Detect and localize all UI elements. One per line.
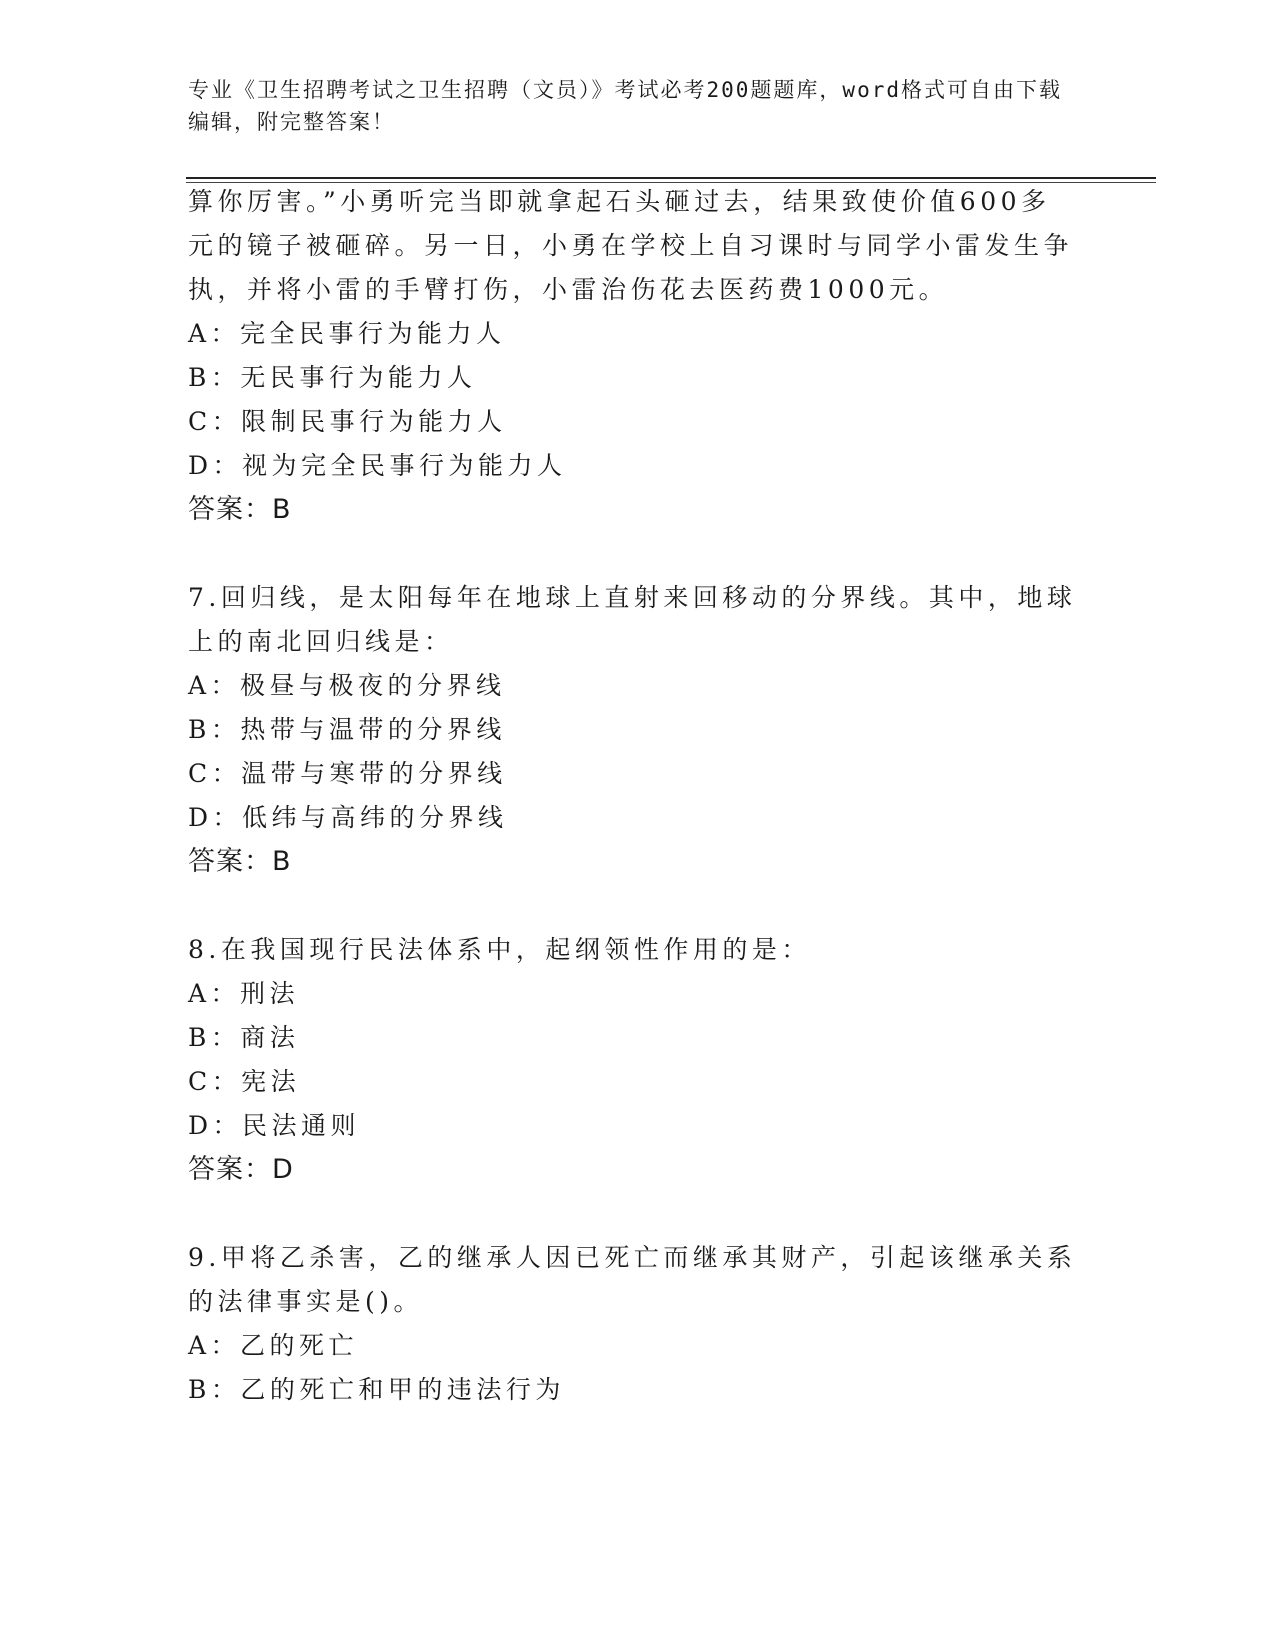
option-a: A：完全民事行为能力人 xyxy=(188,319,506,348)
option-d: D：民法通则 xyxy=(188,1111,361,1140)
option-d: D：视为完全民事行为能力人 xyxy=(188,451,567,480)
option-b: B：热带与温带的分界线 xyxy=(188,715,506,744)
header-rule-thin xyxy=(186,182,1156,183)
question-text-line: 8.在我国现行民法体系中，起纲领性作用的是： xyxy=(188,935,811,964)
question-text-line: 元的镜子被砸碎。另一日，小勇在学校上自习课时与同学小雷发生争 xyxy=(188,231,1074,260)
question-text-line: 执，并将小雷的手臂打伤，小雷治伤花去医药费1000元。 xyxy=(188,275,949,304)
question-text-line: 上的南北回归线是： xyxy=(188,627,454,656)
question-text-line: 9.甲将乙杀害，乙的继承人因已死亡而继承其财产，引起该继承关系 xyxy=(188,1243,1077,1272)
question-text-line: 7.回归线，是太阳每年在地球上直射来回移动的分界线。其中，地球 xyxy=(188,583,1077,612)
option-c: C：限制民事行为能力人 xyxy=(188,407,507,436)
answer-label: 答案：B xyxy=(188,494,292,525)
option-b: B：商法 xyxy=(188,1023,300,1052)
option-c: C：温带与寒带的分界线 xyxy=(188,759,507,788)
option-a: A：刑法 xyxy=(188,979,300,1008)
answer-label: 答案：D xyxy=(188,1154,294,1185)
header-rule-thick xyxy=(186,177,1156,179)
question-text-line: 的法律事实是()。 xyxy=(188,1287,424,1316)
answer-label: 答案：B xyxy=(188,846,292,877)
option-a: A：乙的死亡 xyxy=(188,1331,359,1360)
option-b: B：乙的死亡和甲的违法行为 xyxy=(188,1375,565,1404)
option-a: A：极昼与极夜的分界线 xyxy=(188,671,506,700)
question-text-line: 算你厉害。”小勇听完当即就拿起石头砸过去，结果致使价值600多 xyxy=(188,187,1051,216)
option-b: B：无民事行为能力人 xyxy=(188,363,477,392)
option-d: D：低纬与高纬的分界线 xyxy=(188,803,508,832)
document-header: 专业《卫生招聘考试之卫生招聘（文员）》考试必考200题题库，word格式可自由下载编辑，附完整答案！ xyxy=(188,78,1062,134)
option-c: C：宪法 xyxy=(188,1067,301,1096)
